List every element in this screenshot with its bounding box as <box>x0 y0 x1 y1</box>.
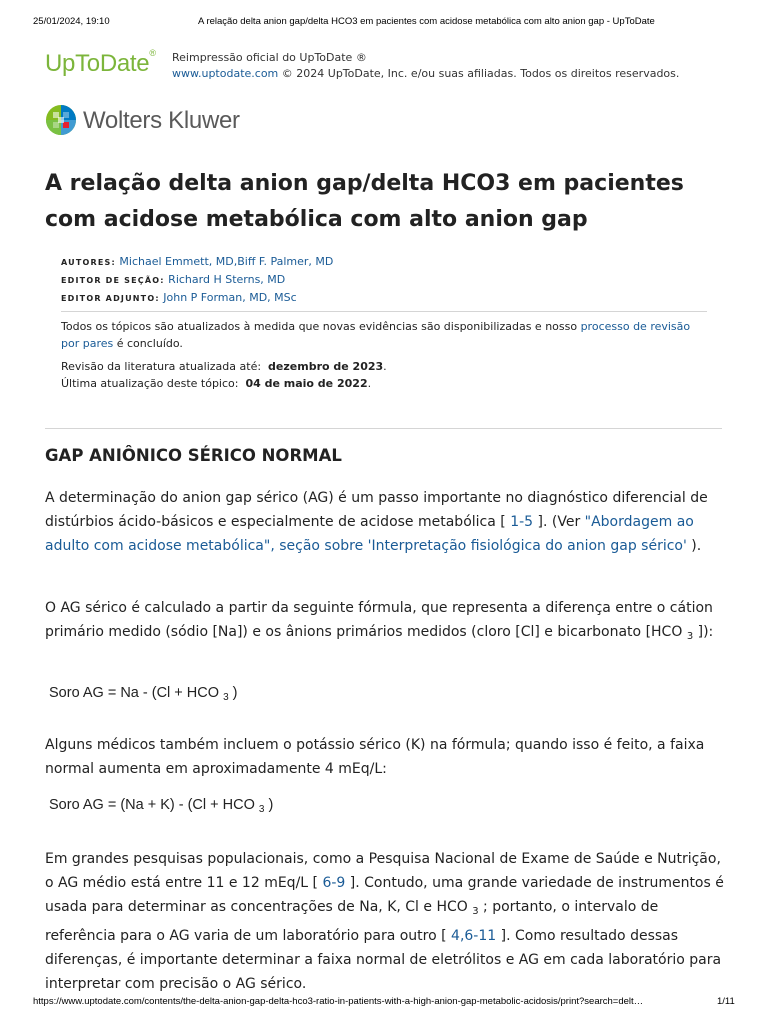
article-metadata <box>61 253 333 307</box>
p2-text: ]): <box>693 624 714 640</box>
deputy-editor-label: EDITOR ADJUNTO: <box>61 294 160 303</box>
lit-review-date: dezembro de 2023 <box>268 360 384 373</box>
deputy-editor-row <box>61 289 333 307</box>
print-page-title: A relação delta anion gap/delta HCO3 em pacientes com acidose metabólica com alto anion gap - UpToDate <box>198 16 655 27</box>
lit-review-row: Revisão da literatura atualizada até: dezembro de 2023. <box>61 360 387 373</box>
author-link-2[interactable]: Biff F. Palmer, MD <box>237 255 334 268</box>
subscript: 3 <box>472 906 479 917</box>
reprint-notice <box>172 50 732 82</box>
last-update-date: 04 de maio de 2022 <box>245 377 368 390</box>
page-number: 1/11 <box>717 996 735 1007</box>
print-url: https://www.uptodate.com/contents/the-delta-anion-gap-delta-hco3-ratio-in-patients-with-a-high-anion-gap-metabolic-acidosis/print?search=delt… <box>33 996 644 1007</box>
formula-text: Soro AG = Na - (Cl + HCO <box>49 685 224 701</box>
formula-1 <box>49 685 237 703</box>
uptodate-logo[interactable] <box>45 50 156 78</box>
wolters-kluwer-globe-icon <box>45 104 77 136</box>
lit-review-label: Revisão da literatura atualizada até: <box>61 360 262 373</box>
topic-link[interactable]: "Abordagem ao adulto com acidose metabólica", seção sobre 'Interpretação fisiológica do anion gap sérico' <box>45 514 694 554</box>
p4-text: ]. Contudo, uma grande variedade de instrumentos é usada para determinar as concentrações de Na, K, Cl e HCO <box>45 875 724 915</box>
subscript: 3 <box>686 631 694 642</box>
publisher-name: Wolters Kluwer <box>83 107 240 134</box>
uptodate-logo-text: UpToDate <box>45 50 150 77</box>
brand-header <box>45 46 725 86</box>
copyright-text: © 2024 UpToDate, Inc. e/ou suas afiliadas. Todos os direitos reservados. <box>278 67 680 80</box>
print-datetime: 25/01/2024, 19:10 <box>33 16 110 27</box>
p4-text: ; portanto, o intervalo de referência para o AG varia de um laboratório para outro [ <box>45 899 659 944</box>
paragraph-4 <box>45 847 725 996</box>
update-tail: é concluído. <box>113 337 183 350</box>
paragraph-3: Alguns médicos também incluem o potássio sérico (K) na fórmula; quando isso é feito, a faixa normal aumenta em aproximadamente 4 mEq/L: <box>45 737 705 777</box>
paragraph-1 <box>45 486 725 558</box>
last-update-label: Última atualização deste tópico: <box>61 377 239 390</box>
section-divider <box>45 428 722 429</box>
p1-text: ]. (Ver <box>533 514 585 530</box>
divider <box>61 311 707 312</box>
p4-text: Em grandes pesquisas populacionais, como a Pesquisa Nacional de Exame de Saúde e Nutrição, o AG médio está entre 11 e 12 mEq/L [ <box>45 851 721 891</box>
subscript: 3 <box>258 804 265 815</box>
update-text: Todos os tópicos são atualizados à medida que novas evidências são disponibilizadas e nosso <box>61 320 581 333</box>
reference-link[interactable]: 4,6-11 <box>451 928 497 944</box>
peer-review-link[interactable]: processo de revisão por pares <box>61 320 691 350</box>
section-editor-link[interactable]: Richard H Sterns, MD <box>168 273 286 286</box>
copyright-line <box>172 66 732 82</box>
section-editor-label: EDITOR DE SEÇÃO: <box>61 276 165 285</box>
deputy-editor-link[interactable]: John P Forman, MD, MSc <box>163 291 297 304</box>
formula-text: ) <box>264 797 274 813</box>
subscript: 3 <box>223 692 229 703</box>
paragraph-2 <box>45 596 725 649</box>
last-update-row: Última atualização deste tópico: 04 de maio de 2022. <box>61 377 372 390</box>
review-dates <box>61 358 387 392</box>
formula-2 <box>49 797 273 815</box>
formula-text: ) <box>228 685 238 701</box>
uptodate-logo-mark: ® <box>149 48 156 58</box>
section-editor-row <box>61 271 333 289</box>
authors-label: AUTORES: <box>61 258 116 267</box>
author-link-1[interactable]: Michael Emmett, MD, <box>119 255 238 268</box>
p2-text: O AG sérico é calculado a partir da seguinte fórmula, que representa a diferença entre o cátion primário medido (sódio [Na]) e os ânions primários medidos (cloro [Cl] e bicarbonato [HCO <box>45 600 713 640</box>
reprint-line: Reimpressão oficial do UpToDate ® <box>172 51 367 64</box>
article-title: A relação delta anion gap/delta HCO3 em pacientes com acidose metabólica com alto anion gap <box>45 171 684 232</box>
p1-text: A determinação do anion gap sérico (AG) é um passo importante no diagnóstico diferencial de distúrbios ácido-básicos e especialmente de acidose metabólica [ <box>45 490 708 530</box>
authors-row <box>61 253 333 271</box>
reference-link[interactable]: 1-5 <box>510 514 534 530</box>
reference-link[interactable]: 6-9 <box>322 875 346 891</box>
p4-text: ]. Como resultado dessas diferenças, é importante determinar a faixa normal de eletrólitos e AG em cada laboratório para interpretar com precisão o AG sérico. <box>45 928 722 992</box>
site-link[interactable]: www.uptodate.com <box>172 67 279 80</box>
formula-text: Soro AG = (Na + K) - (Cl + HCO <box>49 797 259 813</box>
section-heading: GAP ANIÔNICO SÉRICO NORMAL <box>45 446 342 465</box>
publisher-logo <box>45 104 265 136</box>
p1-text: ). <box>686 538 702 554</box>
update-notice <box>61 318 711 352</box>
